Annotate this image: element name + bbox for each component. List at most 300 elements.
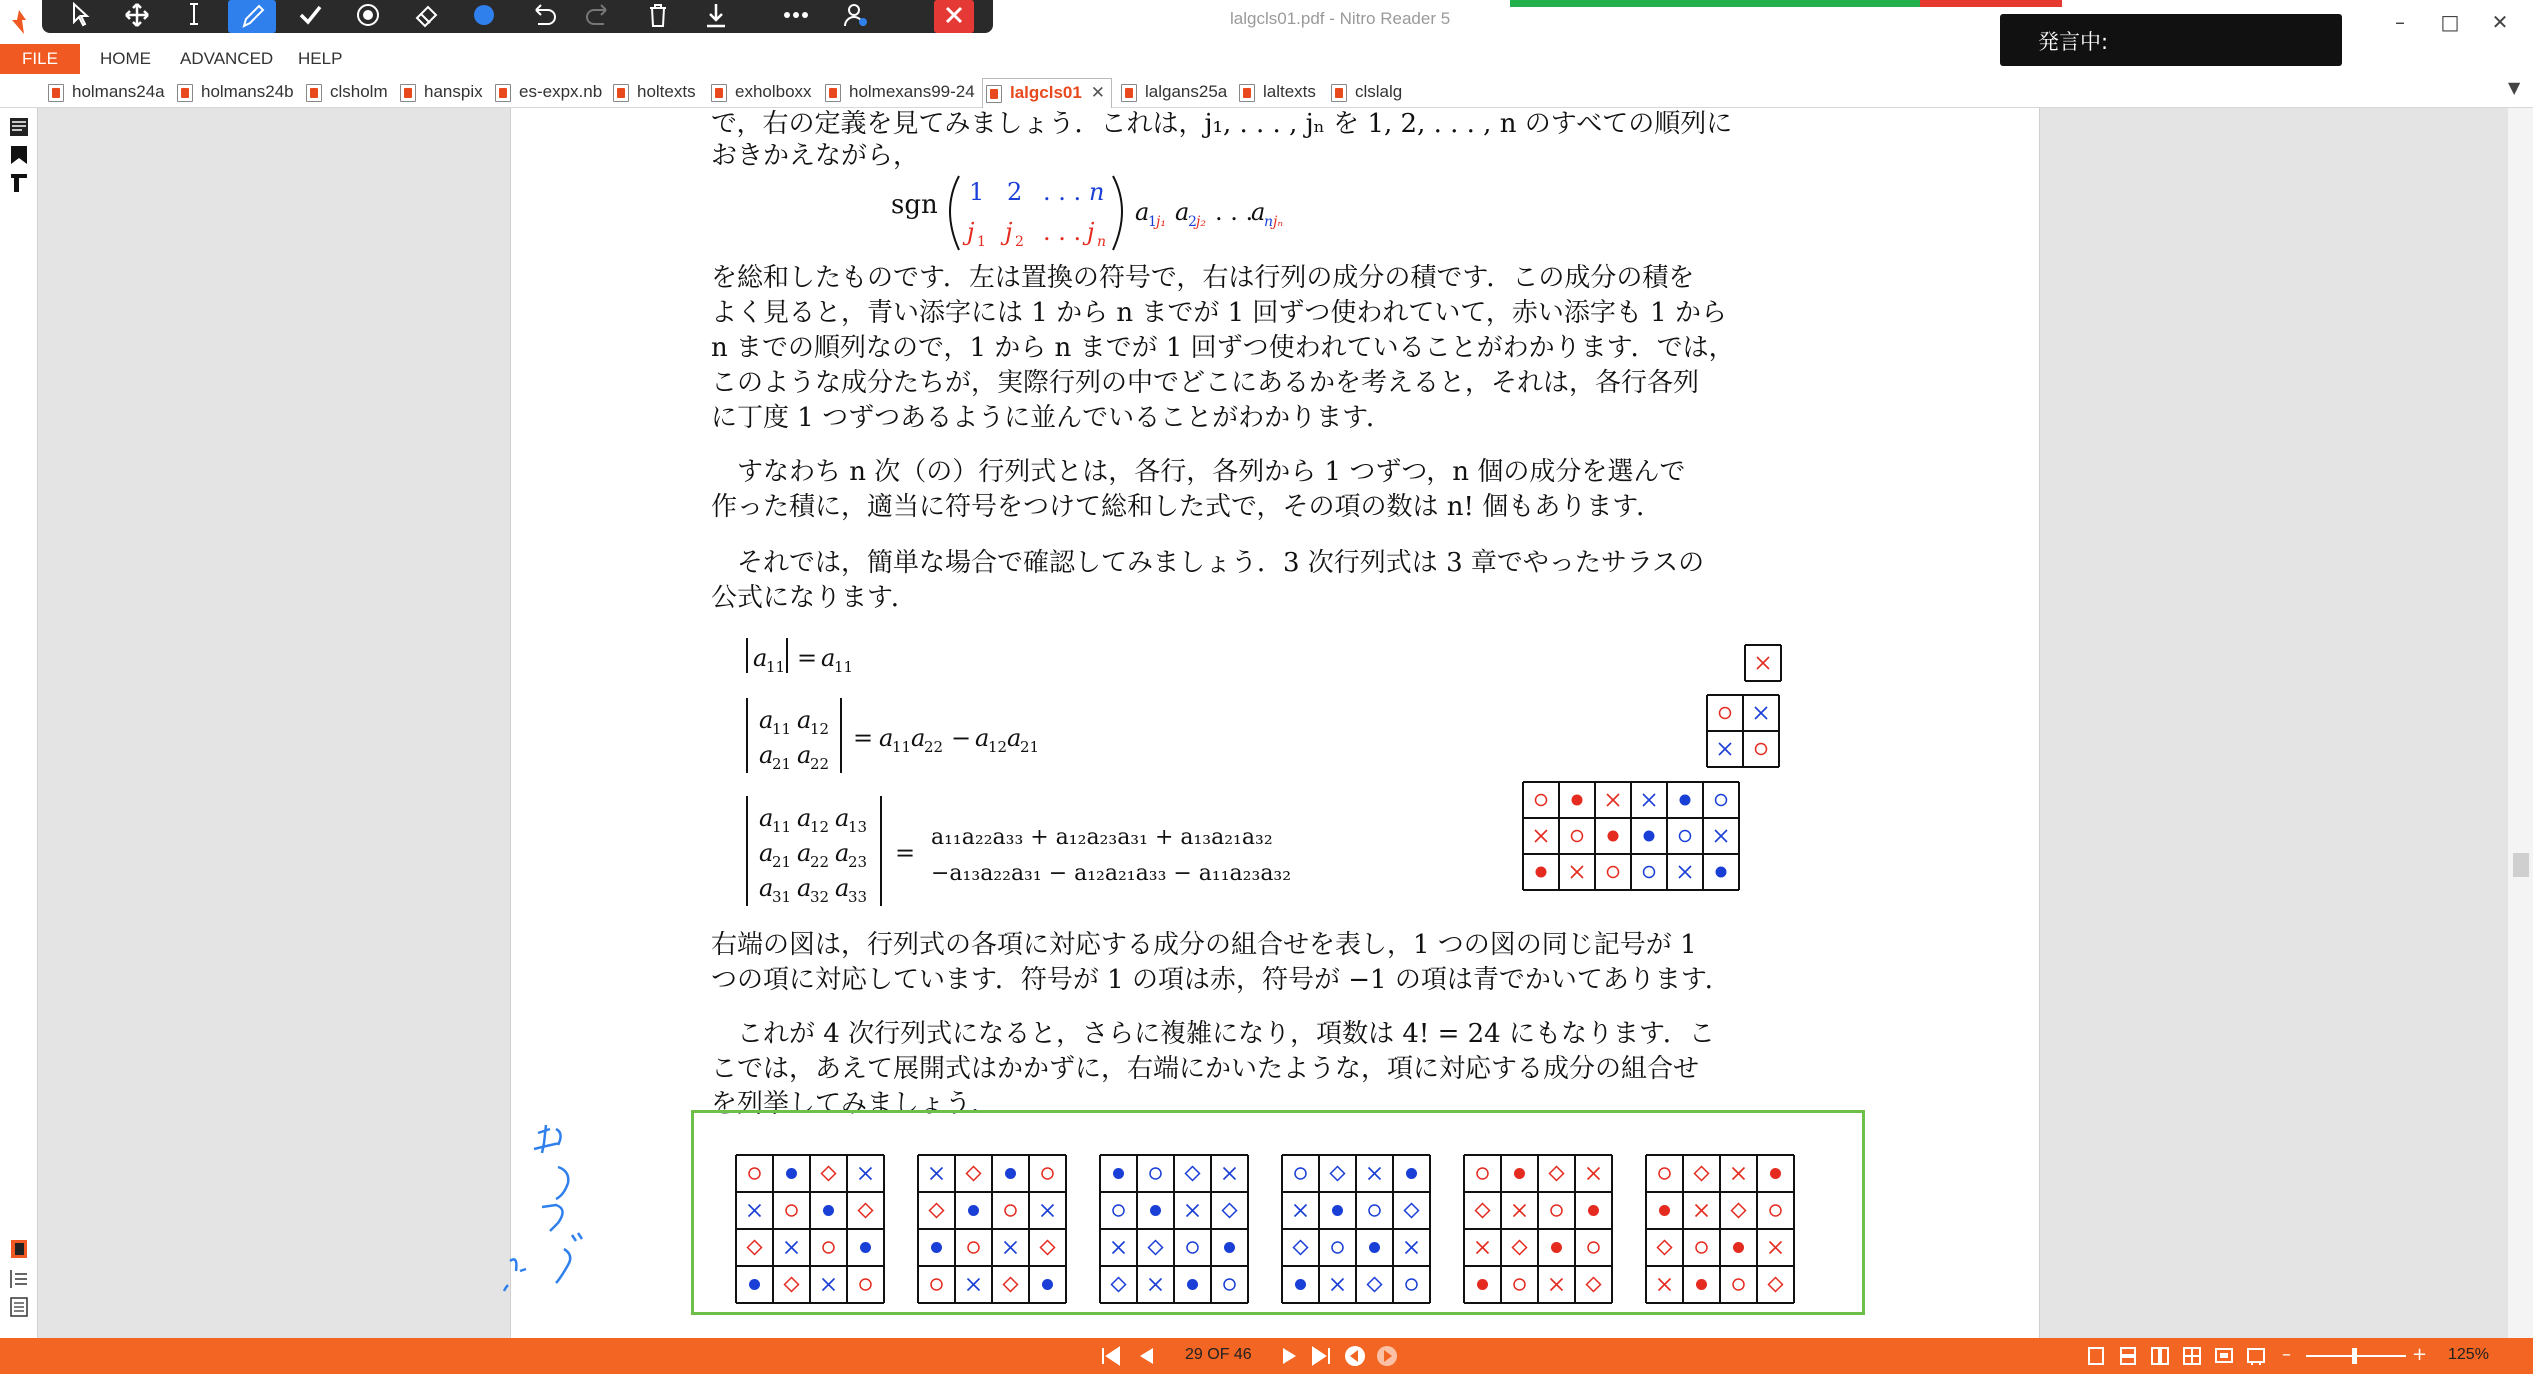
download-icon[interactable] xyxy=(692,0,740,33)
tab-holmans24b[interactable]: holmans24b xyxy=(174,78,294,108)
pdf-file-icon xyxy=(48,84,64,102)
grid-symbol xyxy=(1536,867,1547,878)
page-number[interactable]: 29 OF 46 xyxy=(1185,1346,1252,1363)
document-viewer[interactable] xyxy=(38,108,2508,1338)
close-button[interactable]: ✕ xyxy=(2491,10,2509,34)
progress-bar-red xyxy=(1920,0,2062,7)
user-settings-icon[interactable] xyxy=(832,0,880,33)
paragraph-line: これが 4 次行列式になると，さらに複雑になり，項数は 4! = 24 にもなります．こ xyxy=(711,1019,1715,1049)
grid-symbol xyxy=(1224,1279,1235,1290)
grid-symbol xyxy=(1406,1279,1417,1290)
grid-symbol xyxy=(1331,1167,1345,1181)
menu-help[interactable]: HELP xyxy=(298,49,343,68)
color-picker-icon[interactable] xyxy=(460,0,508,33)
svg-text:2: 2 xyxy=(1015,234,1024,250)
two-page-view-icon[interactable] xyxy=(2150,1346,2170,1366)
pdf-file-icon xyxy=(1239,84,1255,102)
svg-text:a: a xyxy=(975,724,990,752)
grid-symbol xyxy=(785,1278,799,1292)
grid-symbol xyxy=(1514,1205,1526,1217)
svg-text:j: j xyxy=(967,218,975,246)
grid-symbol xyxy=(1755,707,1767,719)
tab-holmexans99-24[interactable]: holmexans99-24 xyxy=(822,78,975,108)
grid-symbol xyxy=(1477,1242,1489,1254)
svg-text:j: j xyxy=(1005,218,1013,246)
svg-text:a: a xyxy=(759,804,774,832)
tab-overflow-icon[interactable]: ▼ xyxy=(2508,78,2521,97)
grid-symbol xyxy=(1588,1205,1599,1216)
svg-text:22: 22 xyxy=(924,738,944,756)
zoom-in-icon[interactable]: + xyxy=(2412,1344,2428,1365)
pdf-file-icon xyxy=(306,84,322,102)
svg-text:a: a xyxy=(835,874,850,902)
grid-symbol xyxy=(1150,1279,1162,1291)
grid-symbol xyxy=(1608,867,1619,878)
svg-text:21: 21 xyxy=(772,755,792,773)
menu-home[interactable]: HOME xyxy=(100,49,151,68)
svg-text:−: − xyxy=(951,724,972,752)
grid-symbol xyxy=(1477,1279,1488,1290)
grid-symbol xyxy=(1224,1242,1235,1253)
grid-symbol xyxy=(1572,831,1583,842)
symbol-grid xyxy=(1280,1153,1432,1305)
tab-hanspix[interactable]: hanspix xyxy=(397,78,483,108)
grid-symbol xyxy=(1368,1278,1382,1292)
paragraph-line: 公式になります． xyxy=(711,583,917,613)
tab-laltexts[interactable]: laltexts xyxy=(1236,78,1316,108)
grid-symbol xyxy=(860,1168,872,1180)
svg-text:a: a xyxy=(1251,198,1266,226)
grid-symbol xyxy=(1658,1241,1672,1255)
grid-symbol xyxy=(968,1242,979,1253)
grid-symbol xyxy=(1572,795,1583,806)
svg-text:=: = xyxy=(797,644,818,672)
symbol-grid xyxy=(916,1153,1068,1305)
grid-symbol xyxy=(1150,1205,1161,1216)
grid-symbol xyxy=(1587,1278,1601,1292)
grid-symbol xyxy=(786,1242,798,1254)
svg-text:n: n xyxy=(1089,178,1105,206)
pdf-file-icon xyxy=(825,84,841,102)
symbol-grid xyxy=(1705,693,1781,769)
svg-text:=: = xyxy=(853,724,874,752)
tab-close-icon[interactable]: ✕ xyxy=(1090,83,1105,102)
paragraph-line: こでは，あえて展開式はかかずに，右端にかいたような，項に対応する成分の組合せ xyxy=(711,1054,1700,1084)
grid-symbol xyxy=(1113,1242,1125,1254)
grid-symbol xyxy=(822,1167,836,1181)
grid-symbol xyxy=(1720,708,1731,719)
undo-icon[interactable] xyxy=(518,0,566,33)
tab-lalgans25a[interactable]: lalgans25a xyxy=(1118,78,1227,108)
grid-symbol xyxy=(1695,1167,1709,1181)
paragraph-line: すなわち n 次（の）行列式とは，各行，各列から 1 つずつ，n 個の成分を選んで xyxy=(711,457,1686,487)
pdf-file-icon xyxy=(495,84,511,102)
status-bar xyxy=(0,1338,2533,1374)
grid-symbol xyxy=(1733,1279,1744,1290)
pdf-file-icon xyxy=(400,84,416,102)
laser-target-icon[interactable] xyxy=(344,0,392,33)
svg-text:11: 11 xyxy=(834,658,854,676)
grid-symbol xyxy=(1041,1241,1055,1255)
grid-symbol xyxy=(1514,1168,1525,1179)
grid-symbol xyxy=(1733,1168,1745,1180)
svg-text:a: a xyxy=(1175,198,1190,226)
grid-symbol xyxy=(1406,1242,1418,1254)
grid-symbol xyxy=(1770,1242,1782,1254)
svg-text:23: 23 xyxy=(848,853,868,871)
grid-symbol xyxy=(1696,1242,1707,1253)
grid-symbol xyxy=(823,1279,835,1291)
svg-text:a: a xyxy=(797,874,812,902)
handwriting-text: サラスは xyxy=(498,1123,502,1124)
svg-text:j₁: j₁ xyxy=(1156,214,1166,230)
svg-text:a: a xyxy=(1007,724,1022,752)
grid-symbol xyxy=(1716,867,1727,878)
paragraph-line: それでは，簡単な場合で確認してみましょう．3 次行列式は 3 章でやったサラスの xyxy=(711,548,1705,578)
svg-text:=: = xyxy=(895,839,916,867)
svg-text:a: a xyxy=(797,804,812,832)
last-page-icon[interactable] xyxy=(1310,1346,1332,1366)
grid-symbol xyxy=(1223,1204,1237,1218)
svg-text:a: a xyxy=(821,644,836,672)
tab-es-expx[interactable]: es-expx.nb xyxy=(492,78,602,108)
maximize-button[interactable]: □ xyxy=(2440,10,2460,34)
grid-symbol xyxy=(1332,1205,1343,1216)
grid-symbol xyxy=(931,1242,942,1253)
grid-symbol xyxy=(860,1242,871,1253)
grid-symbol xyxy=(1608,831,1619,842)
grid-symbol xyxy=(1042,1168,1053,1179)
symbol-grid xyxy=(1629,780,1741,892)
svg-text:a: a xyxy=(879,724,894,752)
grid-symbol xyxy=(1514,1279,1525,1290)
first-page-icon[interactable] xyxy=(1100,1346,1122,1366)
grid-symbol xyxy=(1113,1205,1124,1216)
paragraph-line: で，右の定義を見てみましょう．これは，j₁, . . . , jₙ を 1, 2, . . . , n のすべての順列に xyxy=(711,109,1733,139)
sgn-label: sgn xyxy=(891,190,938,220)
pdf-page xyxy=(510,108,2040,1338)
grid-symbol xyxy=(1187,1205,1199,1217)
nitro-logo-icon xyxy=(6,8,32,36)
grid-symbol xyxy=(1535,830,1547,842)
grid-symbol xyxy=(1551,1242,1562,1253)
grid-symbol xyxy=(1369,1242,1380,1253)
zoom-slider-handle[interactable] xyxy=(2352,1348,2357,1364)
fit-width-icon[interactable] xyxy=(2214,1346,2234,1366)
grid-symbol xyxy=(1732,1204,1746,1218)
svg-text:21: 21 xyxy=(1020,738,1040,756)
svg-text:. . .: . . . xyxy=(1215,198,1254,226)
pdf-file-icon xyxy=(1121,84,1137,102)
symbol-grid xyxy=(1644,1153,1796,1305)
svg-text:a: a xyxy=(797,839,812,867)
tab-exholboxx[interactable]: exholboxx xyxy=(708,78,812,108)
grid-symbol xyxy=(1295,1205,1307,1217)
paragraph-line: n までの順列なので，1 から n までが 1 回ずつ使われていることがわかります．では， xyxy=(711,333,1735,363)
svg-text:j₂: j₂ xyxy=(1196,214,1206,230)
floating-annotation-toolbar xyxy=(42,0,993,33)
grid-symbol xyxy=(1696,1279,1707,1290)
grid-symbol xyxy=(748,1241,762,1255)
grid-symbol xyxy=(1659,1279,1671,1291)
vertical-scrollbar[interactable] xyxy=(2508,108,2533,1338)
grid-symbol xyxy=(1224,1168,1236,1180)
pdf-file-icon xyxy=(613,84,629,102)
svg-text:11: 11 xyxy=(766,658,786,676)
svg-text:−a₁₃a₂₂a₃₁ − a₁₂a₂₁a₃₃ − a₁₁a₂: −a₁₃a₂₂a₃₁ − a₁₂a₂₁a₃₃ − a₁₁a₂₃a₃₂ xyxy=(931,861,1292,886)
grid-symbol xyxy=(931,1279,942,1290)
paragraph-line: このような成分たちが，実際行列の中でどこにあるかを考えると，それは，各行各列 xyxy=(711,368,1700,398)
symbol-grid xyxy=(1743,643,1783,683)
grid-symbol xyxy=(1295,1168,1306,1179)
grid-symbol xyxy=(1757,657,1769,669)
grid-symbol xyxy=(823,1205,834,1216)
grid-symbol xyxy=(859,1204,873,1218)
grid-symbol xyxy=(1477,1168,1488,1179)
svg-text:2: 2 xyxy=(1188,214,1197,230)
svg-text:22: 22 xyxy=(810,853,830,871)
grid-symbol xyxy=(1696,1205,1708,1217)
grid-symbol xyxy=(1406,1168,1417,1179)
grid-symbol xyxy=(968,1279,980,1291)
left-tool-rail xyxy=(0,108,38,1338)
pdf-file-icon xyxy=(986,85,1002,103)
svg-text:jₙ: jₙ xyxy=(1273,214,1284,230)
grid-symbol xyxy=(1571,866,1583,878)
grid-symbol xyxy=(1186,1167,1200,1181)
svg-text:1: 1 xyxy=(1148,214,1157,230)
grid-symbol xyxy=(1369,1168,1381,1180)
svg-text:n: n xyxy=(1264,214,1274,230)
next-view-icon[interactable] xyxy=(1375,1344,1399,1368)
grid-symbol xyxy=(1005,1168,1016,1179)
grid-symbol xyxy=(1770,1205,1781,1216)
paragraph-line: つの項に対応しています．符号が 1 の項は赤，符号が −1 の項は青でかいてあります． xyxy=(711,965,1731,995)
grid-symbol xyxy=(967,1167,981,1181)
paragraph-line: を総和したものです．左は置換の符号で，右は行列の成分の積です．この成分の積を xyxy=(711,263,1695,293)
grid-symbol xyxy=(931,1168,943,1180)
grid-symbol xyxy=(1332,1279,1344,1291)
continuous-view-icon[interactable] xyxy=(2118,1346,2138,1366)
four-by-four-diagrams-box xyxy=(691,1110,1865,1315)
svg-text:11: 11 xyxy=(772,818,792,836)
svg-text:a: a xyxy=(753,644,768,672)
symbol-grid xyxy=(734,1153,886,1305)
svg-text:31: 31 xyxy=(772,888,792,906)
tab-clsholm[interactable]: clsholm xyxy=(303,78,388,108)
symbol-grid xyxy=(1098,1153,1250,1305)
grid-symbol xyxy=(1588,1168,1600,1180)
svg-text:a: a xyxy=(835,839,850,867)
checkmark-icon[interactable] xyxy=(286,0,334,33)
grid-symbol xyxy=(1770,1168,1781,1179)
grid-symbol xyxy=(1112,1278,1126,1292)
grid-symbol xyxy=(1607,794,1619,806)
two-page-continuous-icon[interactable] xyxy=(2182,1346,2202,1366)
grid-symbol xyxy=(930,1204,944,1218)
svg-text:21: 21 xyxy=(772,853,792,871)
svg-text:a: a xyxy=(797,706,812,734)
close-toolbar-icon[interactable] xyxy=(934,0,974,33)
previous-view-icon[interactable] xyxy=(1343,1344,1367,1368)
grid-symbol xyxy=(1551,1279,1563,1291)
svg-text:2: 2 xyxy=(1007,178,1023,206)
text-cursor-icon[interactable] xyxy=(170,0,218,33)
zoom-level[interactable]: 125% xyxy=(2448,1346,2489,1363)
full-screen-icon[interactable] xyxy=(2246,1346,2266,1366)
pdf-file-icon xyxy=(711,84,727,102)
symbol-grid xyxy=(1462,1153,1614,1305)
bookmarks-panel-icon[interactable] xyxy=(8,144,30,166)
grid-symbol xyxy=(1294,1241,1308,1255)
grid-symbol xyxy=(1719,743,1731,755)
grid-symbol xyxy=(1644,867,1655,878)
tab-holmans24a[interactable]: holmans24a xyxy=(45,78,165,108)
grid-symbol xyxy=(1588,1242,1599,1253)
svg-text:11: 11 xyxy=(892,738,912,756)
paragraph-line: を列挙してみましょう． xyxy=(711,1089,998,1119)
svg-text:a: a xyxy=(759,874,774,902)
svg-text:33: 33 xyxy=(848,888,868,906)
single-page-view-icon[interactable] xyxy=(2086,1346,2106,1366)
zoom-out-icon[interactable]: – xyxy=(2282,1344,2291,1365)
select-arrow-icon[interactable] xyxy=(56,0,104,33)
trash-icon[interactable] xyxy=(634,0,682,33)
tab-holtexts[interactable]: holtexts xyxy=(610,78,696,108)
pdf-file-icon xyxy=(177,84,193,102)
svg-text:j: j xyxy=(1087,218,1095,246)
grid-symbol xyxy=(1369,1205,1380,1216)
paragraph-line: 右端の図は，行列式の各項に対応する成分の組合せを表し，1 つの図の同じ記号が 1 xyxy=(711,930,1697,960)
grid-symbol xyxy=(1476,1204,1490,1218)
svg-text:12: 12 xyxy=(988,738,1008,756)
permutation-matrix xyxy=(891,168,1291,258)
svg-text:1: 1 xyxy=(977,234,986,250)
window-title: lalgcls01.pdf - Nitro Reader 5 xyxy=(1230,9,1451,28)
grid-symbol xyxy=(1715,830,1727,842)
pan-move-icon[interactable] xyxy=(113,0,161,33)
grid-symbol xyxy=(1150,1168,1161,1179)
grid-symbol xyxy=(823,1242,834,1253)
more-options-icon[interactable] xyxy=(772,0,820,33)
svg-text:22: 22 xyxy=(810,755,830,773)
comments-panel-icon[interactable] xyxy=(8,172,30,194)
grid-symbol xyxy=(860,1279,871,1290)
grid-symbol xyxy=(1042,1205,1054,1217)
svg-text:32: 32 xyxy=(810,888,830,906)
symbol-grid xyxy=(1521,780,1633,892)
list-panel-icon[interactable] xyxy=(8,1268,30,1290)
tab-clslalg[interactable]: clslalg xyxy=(1328,78,1402,108)
scrollbar-thumb[interactable] xyxy=(2513,853,2529,877)
paragraph-line: よく見ると，青い添字には 1 から n までが 1 回ずつ使われていて，赤い添字も 1 から xyxy=(711,298,1727,328)
next-page-icon[interactable] xyxy=(1280,1346,1300,1366)
sgn-formula xyxy=(891,168,1291,258)
grid-symbol xyxy=(1659,1168,1670,1179)
grid-symbol xyxy=(1332,1242,1343,1253)
svg-text:a: a xyxy=(759,741,774,769)
svg-text:12: 12 xyxy=(810,720,830,738)
grid-symbol xyxy=(1679,866,1691,878)
layers-panel-icon[interactable] xyxy=(8,1296,30,1318)
paragraph-line: おきかえながら， xyxy=(711,141,920,171)
grid-symbol xyxy=(1113,1168,1124,1179)
grid-symbol xyxy=(1005,1242,1017,1254)
document-tab-bar xyxy=(0,74,2533,108)
svg-text:a₁₁a₂₂a₃₃ + a₁₂a₂₃a₃₁ + a₁₃a₂₁: a₁₁a₂₂a₃₃ + a₁₂a₂₃a₃₁ + a₁₃a₂₁a₃₂ xyxy=(931,825,1273,850)
pen-icon[interactable] xyxy=(228,0,276,33)
grid-symbol xyxy=(1295,1279,1306,1290)
grid-symbol xyxy=(749,1279,760,1290)
svg-text:1: 1 xyxy=(969,178,985,206)
grid-symbol xyxy=(749,1205,761,1217)
grid-symbol xyxy=(1536,795,1547,806)
grid-symbol xyxy=(1644,831,1655,842)
eraser-icon[interactable] xyxy=(402,0,450,33)
grid-symbol xyxy=(1756,744,1767,755)
grid-symbol xyxy=(1149,1241,1163,1255)
grid-symbol xyxy=(1551,1205,1562,1216)
grid-symbol xyxy=(1550,1167,1564,1181)
grid-symbol xyxy=(1680,831,1691,842)
paragraph-line: に丁度 1 つずつあるように並んでいることがわかります． xyxy=(711,403,1392,433)
grid-symbol xyxy=(1769,1278,1783,1292)
grid-symbol xyxy=(1513,1241,1527,1255)
grid-symbol xyxy=(1716,795,1727,806)
previous-page-icon[interactable] xyxy=(1136,1346,1156,1366)
grid-symbol xyxy=(1405,1204,1419,1218)
svg-text:a: a xyxy=(759,706,774,734)
pages-panel-icon[interactable] xyxy=(8,116,30,138)
svg-text:. . .: . . . xyxy=(1043,218,1082,246)
svg-text:a: a xyxy=(835,804,850,832)
grid-symbol xyxy=(1004,1278,1018,1292)
svg-text:12: 12 xyxy=(810,818,830,836)
minimize-button[interactable]: – xyxy=(2395,10,2405,34)
grid-symbol xyxy=(749,1168,760,1179)
grid-symbol xyxy=(1659,1205,1670,1216)
svg-text:n: n xyxy=(1097,234,1107,250)
progress-bar-green xyxy=(1510,0,1920,7)
svg-text:a: a xyxy=(759,839,774,867)
grid-symbol xyxy=(1643,794,1655,806)
menu-advanced[interactable]: ADVANCED xyxy=(180,49,274,68)
grid-symbol xyxy=(1005,1205,1016,1216)
handwritten-annotation xyxy=(498,1123,618,1313)
grid-symbol xyxy=(1187,1279,1198,1290)
tab-lalgcls01[interactable]: lalgcls01 ✕ xyxy=(982,78,1112,108)
grid-symbol xyxy=(1680,795,1691,806)
paragraph-line: 作った積に，適当に符号をつけて総和した式で，その項の数は n! 個もあります． xyxy=(711,492,1663,522)
svg-text:13: 13 xyxy=(848,818,868,836)
svg-text:11: 11 xyxy=(772,720,792,738)
grid-symbol xyxy=(786,1205,797,1216)
redo-icon[interactable] xyxy=(576,0,624,33)
grid-symbol xyxy=(1733,1242,1744,1253)
svg-text:. . .: . . . xyxy=(1043,178,1082,206)
grid-symbol xyxy=(1187,1242,1198,1253)
pdf-file-icon xyxy=(1331,84,1347,102)
svg-text:a: a xyxy=(797,741,812,769)
grid-symbol xyxy=(1042,1279,1053,1290)
attachments-panel-icon[interactable] xyxy=(8,1238,30,1260)
speaking-indicator: 発言中: xyxy=(2000,14,2342,66)
menu-file[interactable]: FILE xyxy=(0,44,80,74)
grid-symbol xyxy=(968,1205,979,1216)
svg-text:a: a xyxy=(911,724,926,752)
grid-symbol xyxy=(786,1168,797,1179)
svg-text:a: a xyxy=(1135,198,1150,226)
